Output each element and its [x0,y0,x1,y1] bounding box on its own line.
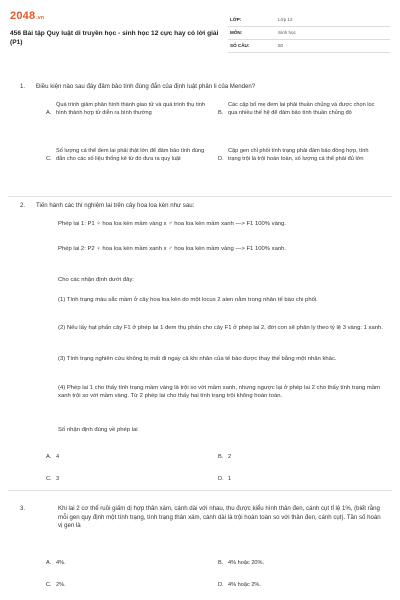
statement-3: (3) Tính trạng nghiên cứu không bị mất đi ngay cả khi nhân của tế bào được thay thế bằng một nhân khác. [58,356,337,362]
question-3 [8,490,392,600]
question-text: Tiến hành các thí nghiệm lai trên cây hoa loa kèn như sau: [36,202,195,209]
answer-option-c[interactable] [46,147,211,181]
question-number: 3. [20,505,26,512]
question-number: 2. [20,202,26,209]
option-text: 4%. [56,560,66,566]
question-1 [8,72,392,197]
logo-text: 2048 [10,10,36,22]
page-header [10,10,390,56]
meta-row-class [228,14,390,27]
answer-option-b[interactable] [218,101,388,135]
option-letter: C. [46,156,52,162]
option-text: 4% hoặc 2%. [228,582,261,588]
question-prompt: Số nhận định đúng về phép lai [58,427,138,433]
answer-option-d[interactable] [218,581,378,590]
statement-4: (4) Phép lai 1 cho thấy tính trạng mầm vàng là trội so với mầm xanh, nhưng ngược lại ở phép lai 2 cho thấy tính trạng mầm xanh trội so với mầm vàng. Từ 2 phép lai cho thấy hai tính trạng trội không hoàn toàn. [58,385,381,400]
statement-1: (1) Tính trạng màu sắc mầm ở cây hoa loa kèn do một locus 2 alen nằm trong nhân tế bào chi phối. [58,297,318,303]
meta-value: Sinh học [278,30,296,35]
meta-row-count [228,40,390,53]
option-text: 2%. [56,582,66,588]
option-letter: B. [218,110,224,116]
answer-option-b[interactable] [218,559,378,568]
option-letter: B. [218,454,224,460]
answer-option-a[interactable] [46,453,206,462]
option-letter: A. [46,560,52,566]
question-text: Khi lai 2 cơ thể ruồi giấm dị hợp thân xám, cánh dài với nhau, thu được kiểu hình thân đen, cánh cụt tỉ lệ 1%, (biết rằng mỗi gen quy định một tính trạng, tính trạng thân xám, cánh dài là trội hoàn toàn so với thân đen, cánh cụt). Tần số hoán vị gen là [58,505,381,530]
option-text: 1 [228,476,232,482]
logo-suffix: .vn [36,15,45,21]
option-text: 2 [228,454,232,460]
option-text: 4% hoặc 20%. [228,560,265,566]
option-text: Số lượng cá thể đem lai phải thật lớn để đảm bảo tính đúng đắn cho các số liệu thống kê từ đó đưa ra quy luật [56,148,205,162]
answer-option-d[interactable] [218,475,378,484]
cross-1-text: Phép lai 1: P1 ♀ hoa loa kèn mầm vàng x ♂ hoa loa kèn mầm xanh —> F1 100% vàng. [58,221,287,227]
answer-option-a[interactable] [46,101,211,135]
answer-option-a[interactable] [46,559,206,568]
meta-value: Lớp 12 [278,17,293,22]
answer-option-c[interactable] [46,581,206,590]
option-text: 3 [56,476,60,482]
option-letter: D. [218,156,224,162]
option-letter: A. [46,454,52,460]
meta-value: 50 [278,43,284,48]
option-text: 4 [56,454,60,460]
site-logo[interactable] [10,10,44,22]
question-text: Điều kiện nào sau đây đảm bảo tính đúng đắn của định luật phân li của Menden? [36,83,256,90]
statements-intro: Cho các nhận định dưới đây: [58,277,134,283]
cross-2-text: Phép lai 2: P2 ♀ hoa loa kèn mầm xanh x ♂ hoa loa kèn mầm vàng —> F1 100% xanh. [58,246,287,252]
option-text: Cặp gen chỉ phối tính trạng phải đảm bảo đồng hợp, tính trạng trội là trội hoàn toàn, số lượng cá thể phải đủ lớn [228,148,369,162]
option-letter: C. [46,476,52,482]
meta-row-subject [228,27,390,40]
option-letter: A. [46,110,52,116]
statement-2: (2) Nếu lấy hạt phấn cây F1 ở phép lai 1 đem thụ phấn cho cây F1 ở phép lai 2, đời con sẽ phân ly theo tỷ lệ 3 vàng: 1 xanh. [58,325,383,331]
meta-label: SỐ CÂU: [230,43,250,48]
answer-option-b[interactable] [218,453,378,462]
option-letter: D. [218,582,224,588]
option-text: Quá trình giảm phân hình thành giao tử và quá trình thụ tinh hình thành hợp tử diễn ra bình thường [56,102,205,116]
option-letter: C. [46,582,52,588]
option-text: Các cặp bố mẹ đem lai phải thuần chủng và được chọn lọc qua nhiều thế hệ để đảm bảo tính thuần chủng đó [228,102,375,116]
document-title: 456 Bài tập Quy luật di truyền học - sinh học 12 cực hay có lời giải (P1) [10,30,219,46]
question-number: 1. [20,83,26,90]
meta-label: LỚP: [230,17,242,22]
option-letter: B. [218,560,224,566]
meta-table [228,14,390,53]
answer-option-d[interactable] [218,147,388,181]
question-2 [8,196,392,491]
answer-option-c[interactable] [46,475,206,484]
meta-label: MÔN: [230,30,243,35]
option-letter: D. [218,476,224,482]
